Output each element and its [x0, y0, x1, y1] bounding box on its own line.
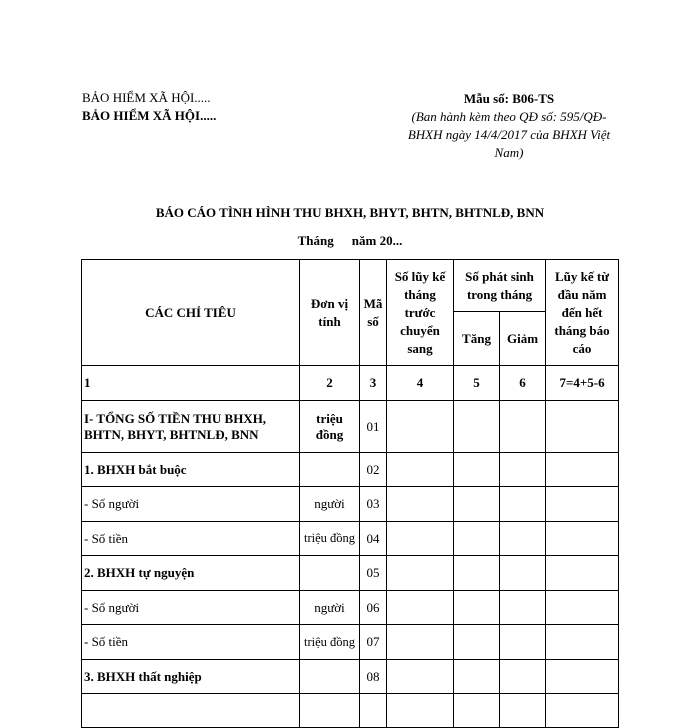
- row-unit: người: [300, 487, 360, 522]
- cell-prev-accum[interactable]: [387, 556, 454, 591]
- table-body: [82, 366, 619, 728]
- period-month: Tháng: [297, 233, 334, 248]
- cell-increase[interactable]: [454, 401, 500, 453]
- table-row: [82, 453, 619, 487]
- header-increase: Tăng: [454, 312, 500, 366]
- cell-decrease[interactable]: [500, 522, 546, 556]
- col-number: 5: [454, 366, 500, 401]
- row-unit: [300, 660, 360, 694]
- cell-decrease[interactable]: [500, 556, 546, 591]
- row-unit: [300, 694, 360, 728]
- column-number-row: [82, 366, 619, 401]
- header-unit: Đơn vị tính: [300, 260, 360, 366]
- row-unit: [300, 453, 360, 487]
- agency-name-line1: BẢO HIỂM XÃ HỘI.....: [82, 90, 211, 105]
- cell-prev-accum[interactable]: [387, 453, 454, 487]
- header-prev-accum: Số lũy kế tháng trước chuyển sang: [387, 260, 454, 366]
- cell-ytd[interactable]: [546, 401, 619, 453]
- row-unit: người: [300, 591, 360, 625]
- row-label: [82, 694, 300, 728]
- header-code: Mã số: [360, 260, 387, 366]
- report-title: BÁO CÁO TÌNH HÌNH THU BHXH, BHYT, BHTN, BHTNLĐ, BNN: [155, 205, 545, 220]
- table-row: [82, 487, 619, 522]
- form-code: Mẫu số: B06-TS: [463, 91, 555, 106]
- table-row: [82, 522, 619, 556]
- cell-prev-accum[interactable]: [387, 487, 454, 522]
- row-code: 05: [360, 556, 387, 591]
- cell-increase[interactable]: [454, 694, 500, 728]
- row-unit: triệu đồng: [300, 522, 360, 556]
- table-row: [82, 694, 619, 728]
- cell-increase[interactable]: [454, 591, 500, 625]
- row-label: I- TỔNG SỐ TIỀN THU BHXH, BHTN, BHYT, BHTNLĐ, BNN: [82, 401, 300, 453]
- header-indicators: CÁC CHỈ TIÊU: [82, 260, 300, 366]
- cell-decrease[interactable]: [500, 694, 546, 728]
- period-year: năm 20...: [351, 233, 403, 248]
- row-label: - Số người: [82, 591, 300, 625]
- cell-ytd[interactable]: [546, 522, 619, 556]
- cell-increase[interactable]: [454, 625, 500, 660]
- row-label: 3. BHXH thất nghiệp: [82, 660, 300, 694]
- col-number: 2: [300, 366, 360, 401]
- cell-increase[interactable]: [454, 453, 500, 487]
- col-number: 1: [82, 366, 300, 401]
- table-row: [82, 401, 619, 453]
- col-number: 4: [387, 366, 454, 401]
- table-row: [82, 660, 619, 694]
- col-number: 6: [500, 366, 546, 401]
- cell-ytd[interactable]: [546, 453, 619, 487]
- report-period: [0, 233, 700, 249]
- header-ytd: Lũy kế từ đầu năm đến hết tháng báo cáo: [546, 260, 619, 366]
- row-unit: triệu đồng: [300, 401, 360, 453]
- cell-decrease[interactable]: [500, 453, 546, 487]
- col-number: 7=4+5-6: [546, 366, 619, 401]
- row-code: 08: [360, 660, 387, 694]
- cell-decrease[interactable]: [500, 660, 546, 694]
- header-decrease: Giảm: [500, 312, 546, 366]
- table-row: [82, 591, 619, 625]
- row-label: - Số người: [82, 487, 300, 522]
- row-code: 06: [360, 591, 387, 625]
- cell-ytd[interactable]: [546, 591, 619, 625]
- cell-ytd[interactable]: [546, 556, 619, 591]
- cell-prev-accum[interactable]: [387, 522, 454, 556]
- row-code: 03: [360, 487, 387, 522]
- cell-decrease[interactable]: [500, 401, 546, 453]
- cell-ytd[interactable]: [546, 487, 619, 522]
- cell-prev-accum[interactable]: [387, 694, 454, 728]
- cell-increase[interactable]: [454, 487, 500, 522]
- row-code: 04: [360, 522, 387, 556]
- row-label: 1. BHXH bắt buộc: [82, 453, 300, 487]
- header-in-month: Số phát sinh trong tháng: [454, 260, 546, 312]
- row-label: - Số tiền: [82, 522, 300, 556]
- row-code: 02: [360, 453, 387, 487]
- row-label: - Số tiền: [82, 625, 300, 660]
- cell-decrease[interactable]: [500, 591, 546, 625]
- cell-ytd[interactable]: [546, 625, 619, 660]
- cell-increase[interactable]: [454, 522, 500, 556]
- row-code: 01: [360, 401, 387, 453]
- table-row: [82, 625, 619, 660]
- row-code: [360, 694, 387, 728]
- report-table: [81, 259, 619, 728]
- cell-ytd[interactable]: [546, 694, 619, 728]
- cell-prev-accum[interactable]: [387, 401, 454, 453]
- cell-decrease[interactable]: [500, 625, 546, 660]
- cell-prev-accum[interactable]: [387, 591, 454, 625]
- cell-ytd[interactable]: [546, 660, 619, 694]
- row-label: 2. BHXH tự nguyện: [82, 556, 300, 591]
- row-unit: [300, 556, 360, 591]
- cell-prev-accum[interactable]: [387, 625, 454, 660]
- agency-name-line2: BẢO HIỂM XÃ HỘI.....: [82, 108, 217, 123]
- form-info: [395, 90, 623, 162]
- form-note: (Ban hành kèm theo QĐ số: 595/QĐ-BHXH ngày 14/4/2017 của BHXH Việt Nam): [407, 109, 611, 160]
- cell-increase[interactable]: [454, 556, 500, 591]
- col-number: 3: [360, 366, 387, 401]
- cell-decrease[interactable]: [500, 487, 546, 522]
- cell-prev-accum[interactable]: [387, 660, 454, 694]
- row-code: 07: [360, 625, 387, 660]
- table-row: [82, 556, 619, 591]
- cell-increase[interactable]: [454, 660, 500, 694]
- row-unit: triệu đồng: [300, 625, 360, 660]
